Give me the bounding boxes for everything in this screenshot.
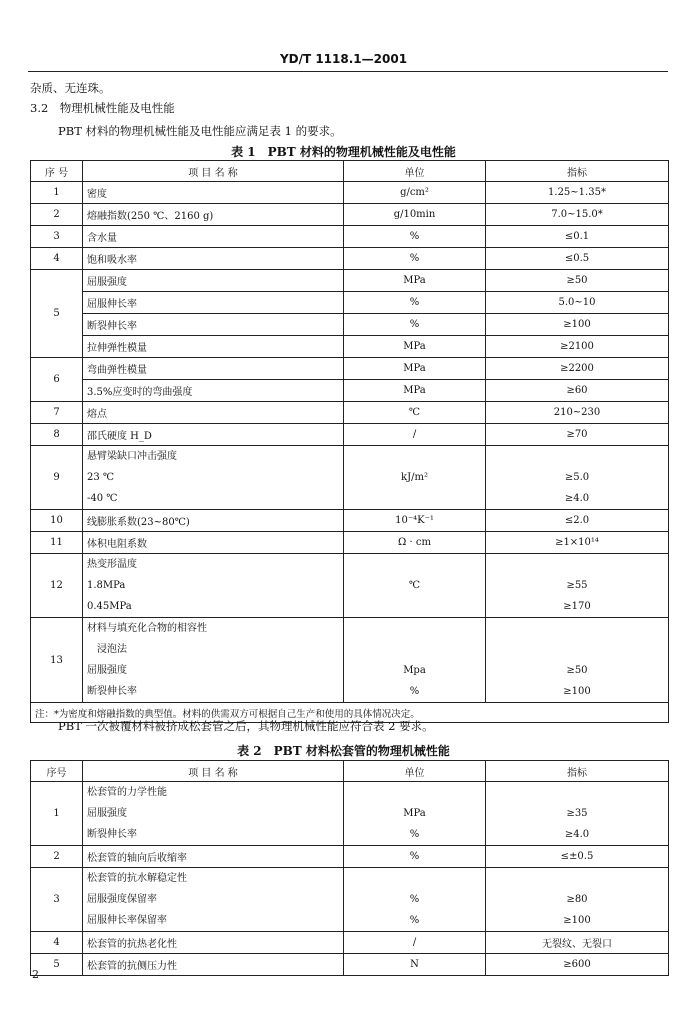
table-row xyxy=(31,270,669,292)
item-name: 密度 xyxy=(83,182,344,204)
value: ≥1×10¹⁴ xyxy=(486,532,669,554)
table-row xyxy=(31,618,669,703)
table-row xyxy=(31,510,669,532)
page-number: 2 xyxy=(32,968,39,981)
value: 7.0~15.0* xyxy=(486,204,669,226)
unit: ℃ xyxy=(344,554,486,618)
value: ≥80 ≥100 xyxy=(486,868,669,932)
row-number: 1 xyxy=(31,182,83,204)
unit: / xyxy=(344,424,486,446)
item-name: 饱和吸水率 xyxy=(83,248,344,270)
value: ≤2.0 xyxy=(486,510,669,532)
unit: % xyxy=(344,314,486,336)
continuation-line: 杂质、无连珠。 xyxy=(30,81,111,95)
value: 无裂纹、无裂口 xyxy=(486,932,669,954)
item-name: 热变形温度 1.8MPa 0.45MPa xyxy=(83,554,344,618)
table-row xyxy=(31,292,669,314)
row-number: 12 xyxy=(31,554,83,618)
table-row xyxy=(31,532,669,554)
row-number: 5 xyxy=(31,954,83,976)
unit: / xyxy=(344,932,486,954)
item-name: 材料与填充化合物的相容性 浸泡法 屈服强度 断裂伸长率 xyxy=(83,618,344,703)
unit: MPa xyxy=(344,336,486,358)
header-value: 指标 xyxy=(486,761,669,782)
item-name: 线膨胀系数(23~80℃) xyxy=(83,510,344,532)
unit: ℃ xyxy=(344,402,486,424)
item-name: 松套管的力学性能 屈服强度 断裂伸长率 xyxy=(83,782,344,846)
table-header-row xyxy=(31,761,669,782)
value: ≥70 xyxy=(486,424,669,446)
item-name: 邵氏硬度 H_D xyxy=(83,424,344,446)
item-name: 松套管的抗热老化性 xyxy=(83,932,344,954)
item-name: 松套管的轴向后收缩率 xyxy=(83,846,344,868)
header-value: 指标 xyxy=(486,161,669,182)
unit: % xyxy=(344,226,486,248)
table-row xyxy=(31,314,669,336)
header-item: 项 目 名 称 xyxy=(83,161,344,182)
value: 210~230 xyxy=(486,402,669,424)
unit: 10⁻⁴K⁻¹ xyxy=(344,510,486,532)
row-number: 3 xyxy=(31,226,83,248)
table-row xyxy=(31,554,669,618)
table-note: 注：*为密度和熔融指数的典型值。材料的供需双方可根据自己生产和使用的具体情况决定。 xyxy=(31,703,669,723)
unit: MPa xyxy=(344,358,486,380)
table-row xyxy=(31,402,669,424)
row-number: 1 xyxy=(31,782,83,846)
value: ≥60 xyxy=(486,380,669,402)
header-no: 序 号 xyxy=(31,161,83,182)
item-name: 松套管的抗水解稳定性 屈服强度保留率 屈服伸长率保留率 xyxy=(83,868,344,932)
row-number: 9 xyxy=(31,446,83,510)
value: ≥100 xyxy=(486,314,669,336)
item-name: 熔点 xyxy=(83,402,344,424)
table-row xyxy=(31,336,669,358)
unit: g/cm² xyxy=(344,182,486,204)
item-name: 含水量 xyxy=(83,226,344,248)
row-number: 11 xyxy=(31,532,83,554)
unit: g/10min xyxy=(344,204,486,226)
row-number: 4 xyxy=(31,932,83,954)
row-number: 10 xyxy=(31,510,83,532)
row-number: 8 xyxy=(31,424,83,446)
table-row xyxy=(31,954,669,976)
header-unit: 单位 xyxy=(344,761,486,782)
table-row xyxy=(31,204,669,226)
table-row xyxy=(31,380,669,402)
item-name: 屈服伸长率 xyxy=(83,292,344,314)
unit: N xyxy=(344,954,486,976)
item-name: 松套管的抗侧压力性 xyxy=(83,954,344,976)
value: ≥2100 xyxy=(486,336,669,358)
table-row xyxy=(31,932,669,954)
value: ≥600 xyxy=(486,954,669,976)
table-header-row xyxy=(31,161,669,182)
value: 1.25~1.35* xyxy=(486,182,669,204)
item-name: 熔融指数(250 ℃、2160 g) xyxy=(83,204,344,226)
item-name: 断裂伸长率 xyxy=(83,314,344,336)
header-rule xyxy=(28,71,668,72)
table-row xyxy=(31,358,669,380)
table-row xyxy=(31,782,669,846)
item-name: 3.5%应变时的弯曲强度 xyxy=(83,380,344,402)
paragraph-2: PBT 一次被覆材料被挤成松套管之后，其物理机械性能应符合表 2 要求。 xyxy=(58,719,434,733)
table-row xyxy=(31,226,669,248)
value: ≥55 ≥170 xyxy=(486,554,669,618)
unit: % % xyxy=(344,868,486,932)
value: ≥2200 xyxy=(486,358,669,380)
value: ≤0.5 xyxy=(486,248,669,270)
item-name: 体积电阻系数 xyxy=(83,532,344,554)
unit: MPa xyxy=(344,380,486,402)
unit: % xyxy=(344,248,486,270)
row-number: 7 xyxy=(31,402,83,424)
table-row xyxy=(31,182,669,204)
value: ≤±0.5 xyxy=(486,846,669,868)
row-number: 5 xyxy=(31,270,83,358)
section-heading: 3.2 物理机械性能及电性能 xyxy=(30,101,175,115)
table2-caption: 表 2 PBT 材料松套管的物理机械性能 xyxy=(237,744,450,758)
item-name: 拉伸弹性模量 xyxy=(83,336,344,358)
header-item: 项 目 名 称 xyxy=(83,761,344,782)
paragraph-1: PBT 材料的物理机械性能及电性能应满足表 1 的要求。 xyxy=(58,124,342,138)
table-row xyxy=(31,424,669,446)
row-number: 4 xyxy=(31,248,83,270)
table-row xyxy=(31,446,669,510)
table1-caption: 表 1 PBT 材料的物理机械性能及电性能 xyxy=(231,145,456,159)
unit: MPa % xyxy=(344,782,486,846)
value: ≥35 ≥4.0 xyxy=(486,782,669,846)
row-number: 3 xyxy=(31,868,83,932)
document-header: YD/T 1118.1—2001 xyxy=(279,52,408,66)
unit: Ω · cm xyxy=(344,532,486,554)
row-number: 2 xyxy=(31,204,83,226)
unit: Mpa % xyxy=(344,618,486,703)
item-name: 悬臂梁缺口冲击强度 23 ℃ -40 ℃ xyxy=(83,446,344,510)
unit: % xyxy=(344,292,486,314)
header-no: 序号 xyxy=(31,761,83,782)
row-number: 2 xyxy=(31,846,83,868)
value: ≤0.1 xyxy=(486,226,669,248)
value: ≥50 xyxy=(486,270,669,292)
table-row xyxy=(31,868,669,932)
unit: kJ/m² xyxy=(344,446,486,510)
table-2 xyxy=(30,760,669,976)
value: 5.0~10 xyxy=(486,292,669,314)
value: ≥50 ≥100 xyxy=(486,618,669,703)
item-name: 弯曲弹性模量 xyxy=(83,358,344,380)
table-row xyxy=(31,248,669,270)
table-row xyxy=(31,846,669,868)
header-unit: 单位 xyxy=(344,161,486,182)
row-number: 13 xyxy=(31,618,83,703)
unit: % xyxy=(344,846,486,868)
unit: MPa xyxy=(344,270,486,292)
item-name: 屈服强度 xyxy=(83,270,344,292)
value: ≥5.0 ≥4.0 xyxy=(486,446,669,510)
row-number: 6 xyxy=(31,358,83,402)
table-1 xyxy=(30,160,669,723)
